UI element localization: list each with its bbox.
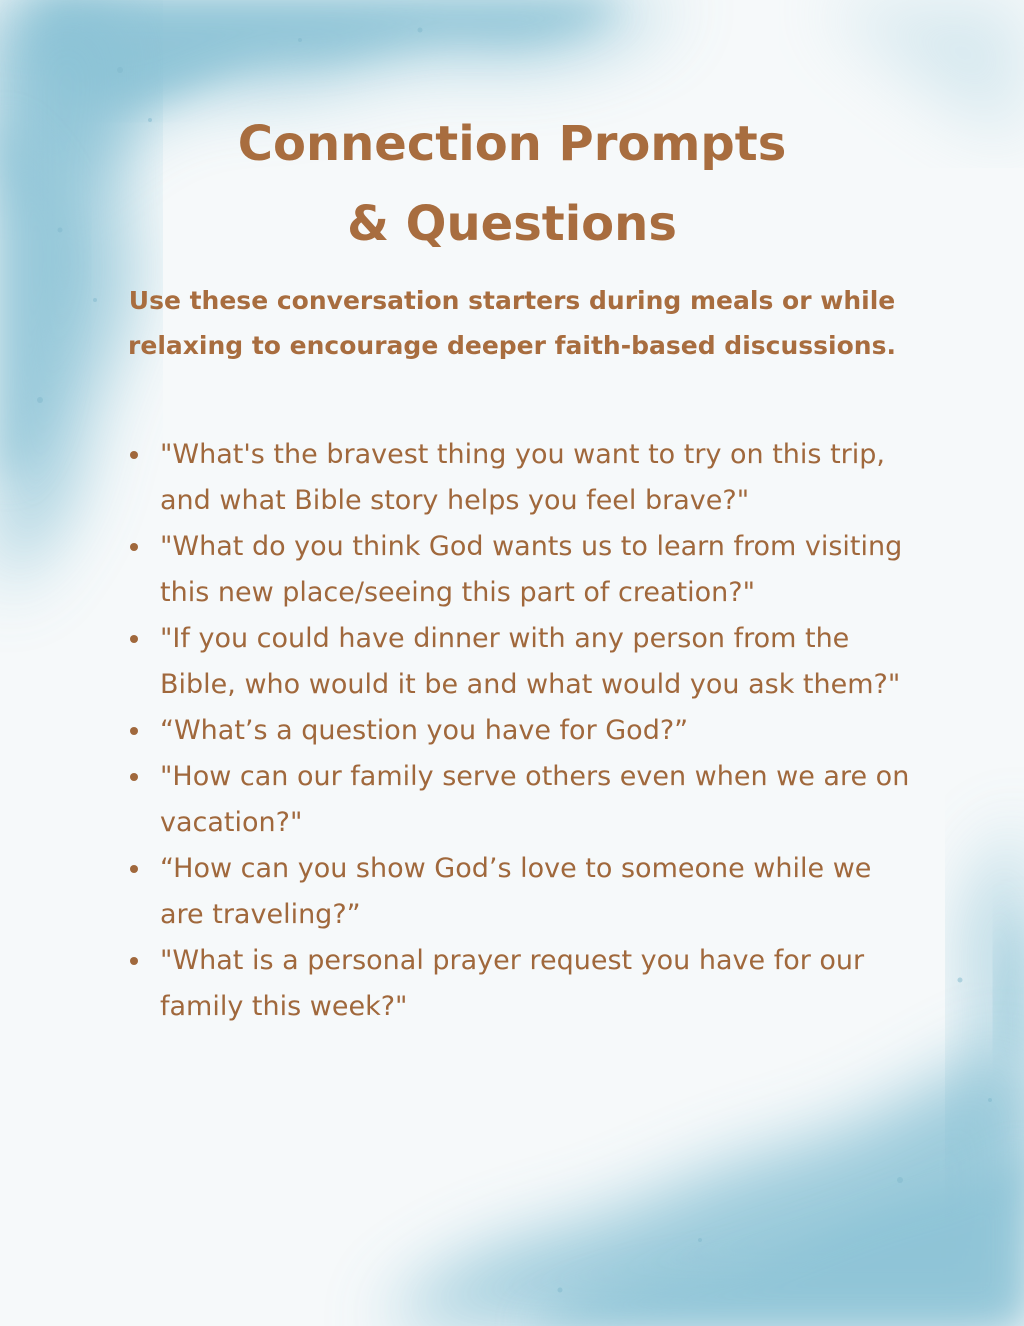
question-text: "What is a personal prayer request you have for our family this week?"	[160, 945, 865, 1022]
question-text: "How can our family serve others even when we are on vacation?"	[160, 761, 910, 838]
bullet-icon	[130, 957, 138, 965]
page-title	[0, 104, 1024, 264]
question-text: “How can you show God’s love to someone while we are traveling?”	[160, 853, 872, 930]
list-item	[130, 524, 920, 616]
question-text: "What do you think God wants us to learn from visiting this new place/seeing this part of creation?"	[160, 531, 903, 608]
list-item	[130, 846, 920, 938]
bullet-icon	[130, 727, 138, 735]
list-item	[130, 938, 920, 1030]
question-text: “What’s a question you have for God?”	[160, 715, 689, 746]
title-line-1: Connection Prompts	[237, 116, 787, 172]
question-text: "If you could have dinner with any person from the Bible, who would it be and what would you ask them?"	[160, 623, 901, 700]
bullet-icon	[130, 865, 138, 873]
bullet-icon	[130, 635, 138, 643]
question-text: "What's the bravest thing you want to try on this trip, and what Bible story helps you feel brave?"	[160, 439, 885, 516]
title-line-2: & Questions	[347, 196, 677, 252]
question-list	[130, 432, 920, 1030]
list-item	[130, 616, 920, 708]
bullet-icon	[130, 543, 138, 551]
bullet-icon	[130, 773, 138, 781]
bullet-icon	[130, 451, 138, 459]
list-item	[130, 708, 920, 754]
list-item	[130, 754, 920, 846]
page-subtitle: Use these conversation starters during meals or while relaxing to encourage deeper faith-based discussions.	[128, 286, 896, 360]
list-item	[130, 432, 920, 524]
